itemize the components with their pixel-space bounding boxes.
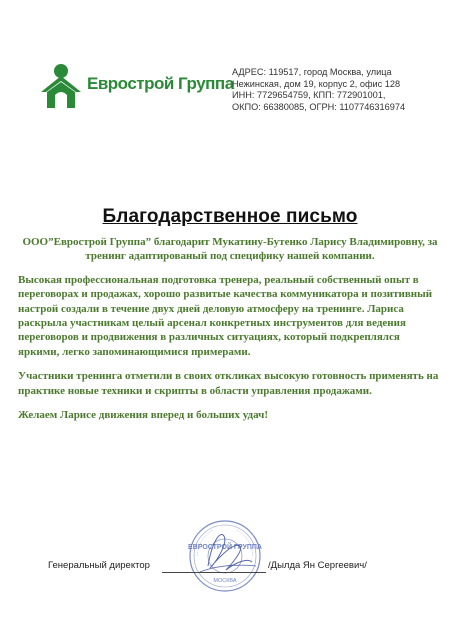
paragraph-participants: Участники тренинга отметили в своих откликах высокую готовность применять на практике новые техники и скрипты в области управления продажами.	[18, 370, 439, 397]
paragraph-trainer-skills: Высокая профессиональная подготовка тренера, реальный собственный опыт в переговорах и продажах, хорошо развитые качества коммуникатора и позитивный настрой создали в течение двух дней деловую атмосферу на тренинге. Лариса раскрыла участникам целый арсенал конкретных инструментов для ведения переговоров и продвижения в различных ситуациях, который подкреплялся яркими, легко запоминающимися примерами.	[18, 273, 433, 358]
letter-title: Благодарственное письмо	[102, 206, 358, 227]
company-logo	[38, 62, 234, 112]
letter-body	[18, 235, 442, 422]
signatory-name: /Дылда Ян Сергеевич/	[268, 560, 367, 571]
handwritten-signature	[160, 522, 260, 582]
company-address	[232, 67, 432, 113]
address-line: Нежинская, дом 19, корпус 2, офис 128	[232, 78, 401, 89]
stamp-center-text: ЕВРОСТРОЙ ГРУППА	[188, 544, 262, 551]
paragraph-gratitude: ООО”Еврострой Группа” благодарит Мукатину-Бутенко Ларису Владимировну, за тренинг адаптированый под специфику нашей компании.	[22, 236, 438, 263]
signatory-role: Генеральный директор	[48, 560, 150, 571]
stamp-city: МОСКВА	[213, 578, 237, 584]
signature-line	[162, 572, 266, 573]
address-line: ОКПО: 66380085, ОГРН: 1107746316974	[232, 101, 406, 112]
address-line: ИНН: 7729654759, КПП: 772901001,	[232, 90, 386, 101]
paragraph-wishes: Желаем Ларисе движения вперед и больших удач!	[18, 409, 269, 422]
address-line: АДРЕС: 119517, город Москва, улица	[232, 67, 392, 77]
company-name: Еврострой Группа	[87, 74, 234, 93]
house-figure-icon	[38, 62, 84, 110]
